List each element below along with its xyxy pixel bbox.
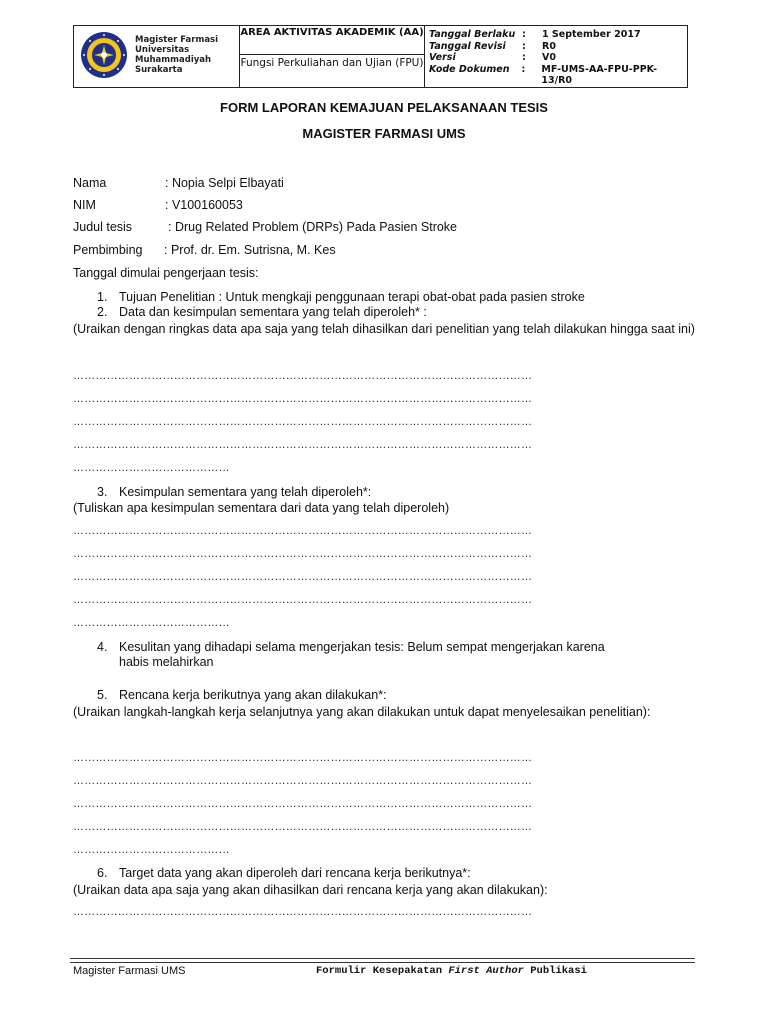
dotted-line: …………………………………………………………………………………………………………… — [73, 525, 533, 537]
institution-line: Universitas — [135, 45, 190, 55]
item-2-note: (Uraikan dengan ringkas data apa saja yang telah dihasilkan dari penelitian yang telah dilakukan hingga saat ini) — [73, 322, 695, 336]
dotted-line: …………………………………………………………………………………………………………… — [73, 439, 533, 451]
item-number: 3. — [97, 485, 108, 499]
meta-value: R0 — [542, 40, 556, 52]
dotted-line: …………………………………… — [73, 617, 230, 629]
item-3-note: (Tuliskan apa kesimpulan sementara dari data yang telah diperoleh) — [73, 501, 450, 515]
meta-cell — [425, 26, 688, 88]
meta-row — [429, 41, 687, 53]
item-number: 6. — [97, 866, 108, 880]
dotted-line: …………………………………………………………………………………………………………… — [73, 571, 533, 583]
field-label: Nama — [73, 176, 107, 190]
item-2-text: Data dan kesimpulan sementara yang telah diperoleh* : — [119, 305, 427, 319]
footer-right-emphasis: First Author — [448, 965, 524, 977]
field-value: : Prof. dr. Em. Sutrisna, M. Kes — [164, 243, 336, 257]
item-6-text: Target data yang akan diperoleh dari rencana kerja berikutnya*: — [119, 866, 471, 880]
field-value: : Nopia Selpi Elbayati — [165, 176, 284, 190]
item-number: 4. — [97, 640, 108, 654]
footer-rule — [70, 962, 695, 963]
function-title: Fungsi Perkuliahan dan Ujian (FPU) — [240, 57, 424, 69]
form-subtitle: MAGISTER FARMASI UMS — [302, 126, 466, 141]
field-tanggal: Tanggal dimulai pengerjaan tesis: — [73, 266, 259, 280]
item-6-note: (Uraikan data apa saja yang akan dihasilkan dari rencana kerja yang akan dilakukan): — [73, 883, 548, 897]
institution-name — [135, 35, 218, 75]
institution-line: Surakarta — [135, 65, 183, 75]
footer-left-text: Magister Farmasi UMS — [73, 965, 186, 977]
field-value: : V100160053 — [165, 198, 243, 212]
meta-colon: : — [522, 40, 526, 52]
field-judul — [73, 220, 457, 234]
field-label: Judul tesis — [73, 220, 133, 234]
field-value: : Drug Related Problem (DRPs) Pada Pasien Stroke — [168, 220, 458, 234]
meta-label: Versi — [429, 52, 456, 63]
institution-line: Magister Farmasi — [135, 35, 219, 45]
meta-label: Tanggal Revisi — [429, 40, 506, 52]
footer-rule — [70, 958, 695, 959]
meta-row — [429, 64, 687, 87]
meta-row — [429, 52, 687, 64]
item-1-text: Tujuan Penelitian : Untuk mengkaji penggunaan terapi obat-obat pada pasien stroke — [119, 290, 585, 304]
logo-cell — [74, 26, 240, 88]
item-number: 2. — [97, 305, 108, 319]
meta-label: Kode Dokumen — [429, 63, 510, 75]
meta-value: 1 September 2017 — [542, 29, 641, 40]
item-4-text-cont: habis melahirkan — [119, 655, 214, 669]
institution-line: Muhammadiyah — [135, 55, 212, 65]
dotted-line: …………………………………… — [73, 462, 230, 474]
field-pembimbing — [73, 243, 336, 257]
dotted-line: …………………………………………………………………………………………………………… — [73, 370, 533, 382]
field-nim — [73, 198, 243, 212]
item-3-text: Kesimpulan sementara yang telah diperoleh*: — [119, 485, 372, 499]
meta-label: Tanggal Berlaku — [429, 29, 516, 40]
footer-right-pre: Formulir Kesepakatan — [316, 965, 449, 977]
area-title: AREA AKTIVITAS AKADEMIK (AA) — [240, 26, 424, 55]
dotted-line: …………………………………………………………………………………………………………… — [73, 416, 533, 428]
footer-right-text — [316, 965, 587, 977]
meta-colon: : — [522, 52, 526, 63]
university-logo — [79, 30, 129, 80]
item-5-note: (Uraikan langkah-langkah kerja selanjutnya yang akan dilakukan untuk dapat menyelesaikan penelitian): — [73, 705, 651, 719]
meta-value: V0 — [542, 52, 556, 63]
item-5-text: Rencana kerja berikutnya yang akan dilakukan*: — [119, 688, 387, 702]
field-nama — [73, 176, 284, 190]
dotted-line: …………………………………………………………………………………………………………… — [73, 798, 533, 810]
item-number: 5. — [97, 688, 108, 702]
dotted-line: …………………………………………………………………………………………………………… — [73, 548, 533, 560]
field-label: NIM — [73, 198, 96, 212]
dotted-line: …………………………………………………………………………………………………………… — [73, 821, 533, 833]
field-label: Pembimbing — [73, 243, 143, 257]
dotted-line: …………………………………………………………………………………………………………… — [73, 393, 533, 405]
meta-row — [429, 29, 687, 41]
meta-value: MF-UMS-AA-FPU-PPK-13/R0 — [541, 63, 658, 86]
item-4-text: Kesulitan yang dihadapi selama mengerjakan tesis: Belum sempat mengerjakan karena — [119, 640, 605, 654]
meta-colon: : — [522, 29, 526, 40]
area-cell — [240, 26, 425, 88]
dotted-line: …………………………………………………………………………………………………………… — [73, 752, 533, 764]
item-number: 1. — [97, 290, 108, 304]
form-title: FORM LAPORAN KEMAJUAN PELAKSANAAN TESIS — [220, 100, 548, 115]
dotted-line: …………………………………………………………………………………………………………… — [73, 594, 533, 606]
dotted-line: …………………………………………………………………………………………………………… — [73, 775, 533, 787]
meta-colon: : — [521, 63, 526, 75]
footer-right-post: Publikasi — [523, 965, 587, 977]
dotted-line: …………………………………… — [73, 844, 230, 856]
document-header-table — [73, 25, 688, 88]
dotted-line: …………………………………………………………………………………………………………… — [73, 906, 533, 918]
